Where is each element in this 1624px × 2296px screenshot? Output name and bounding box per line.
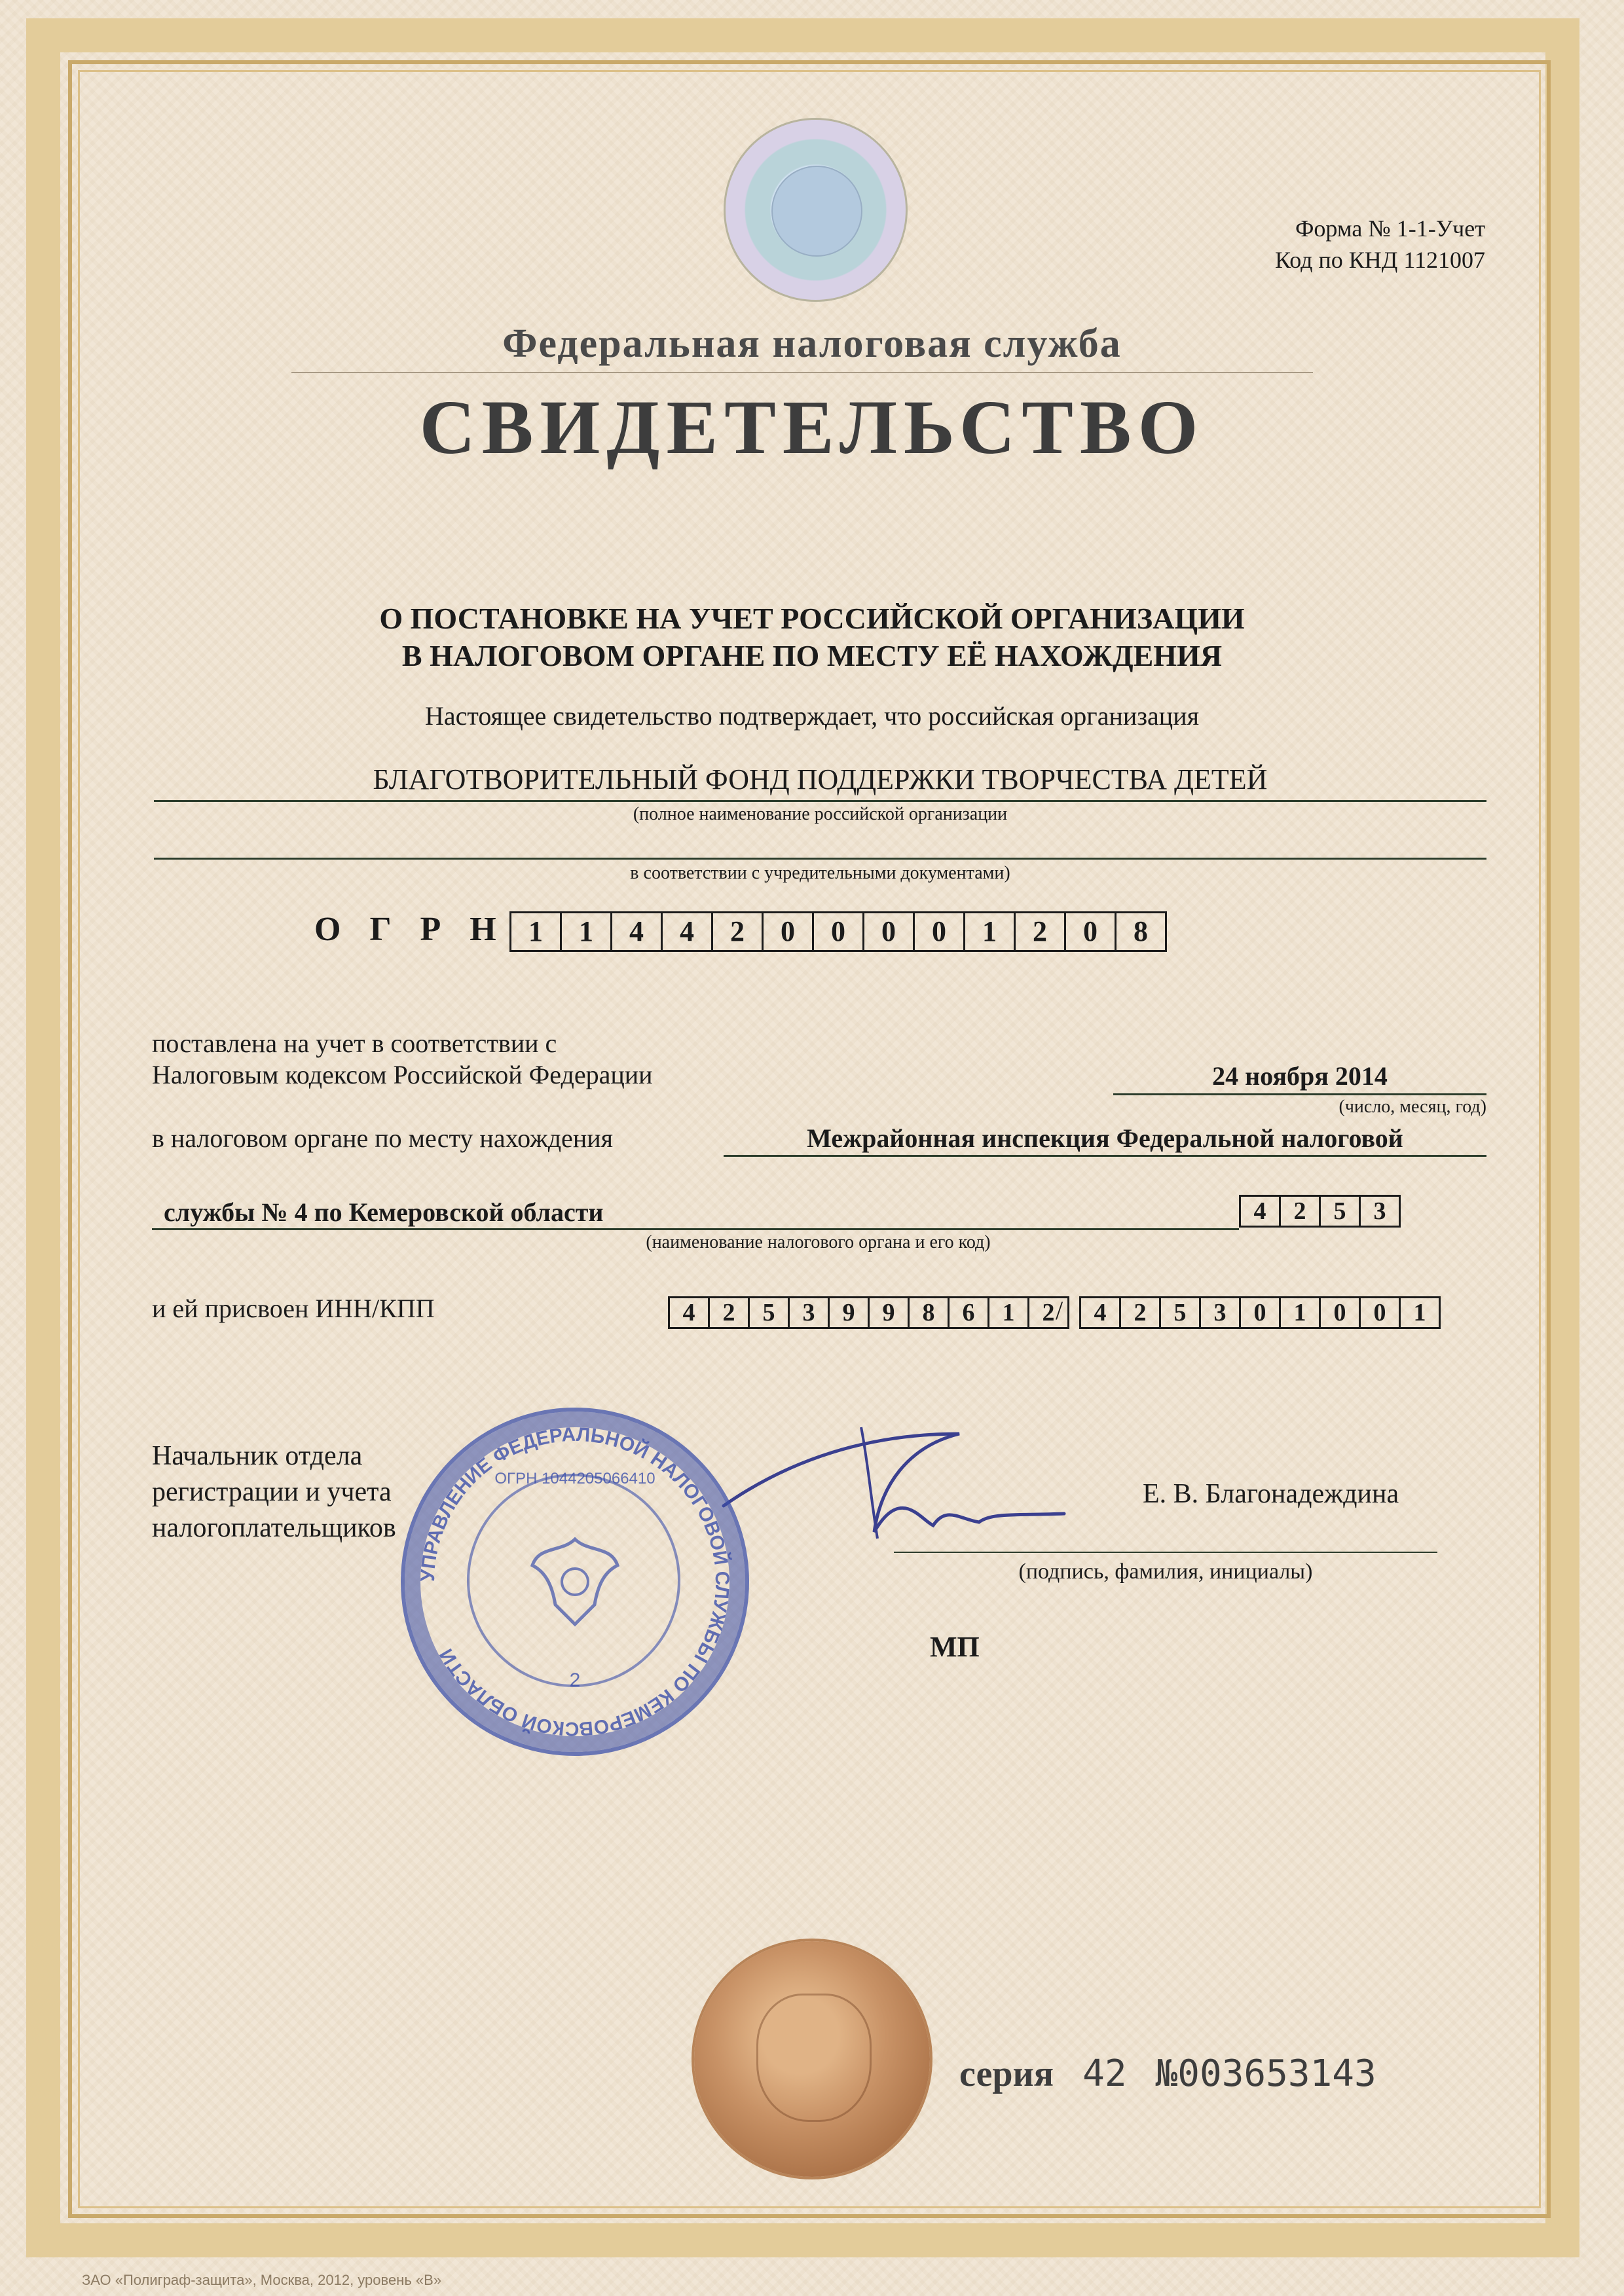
- stamp-outer-text: УПРАВЛЕНИЕ ФЕДЕРАЛЬНОЙ НАЛОГОВОЙ СЛУЖБЫ ПО КЕМЕРОВСКОЙ ОБЛАСТИ: [416, 1423, 733, 1740]
- certificate-title: СВИДЕТЕЛЬСТВО: [419, 384, 1205, 470]
- registration-date: 24 ноября 2014: [1212, 1061, 1388, 1091]
- inn-digit: 6: [950, 1298, 989, 1327]
- kpp-digit: 2: [1121, 1298, 1161, 1327]
- kpp-digit: 4: [1081, 1298, 1121, 1327]
- confirm-text: Настоящее свидетельство подтверждает, что российская организация: [424, 701, 1200, 731]
- kpp-digit: 0: [1241, 1298, 1281, 1327]
- ogrn-label: ОГРН: [314, 911, 525, 948]
- ogrn-digit: 1: [562, 913, 612, 950]
- authority-code-digit: 3: [1373, 1197, 1386, 1225]
- inn-digit: 2: [710, 1298, 750, 1327]
- organization-name-caption: (полное наименование российской организации: [633, 804, 1008, 824]
- signature-caption: (подпись, фамилия, инициалы): [1018, 1559, 1313, 1584]
- authority-code-digit: 2: [1281, 1197, 1321, 1226]
- handwritten-signature-icon: [710, 1408, 1077, 1565]
- authority-code-cells: [1239, 1195, 1401, 1228]
- double-headed-eagle-icon: [526, 1526, 624, 1631]
- inn-digit: 9: [830, 1298, 870, 1327]
- inn-digit: 8: [910, 1298, 950, 1327]
- subtitle-line-1: О ПОСТАНОВКЕ НА УЧЕТ РОССИЙСКОЙ ОРГАНИЗАЦИИ: [379, 602, 1245, 635]
- position-line-3: налогоплательщиков: [152, 1513, 396, 1543]
- ogrn-digit: 0: [814, 913, 864, 950]
- ogrn-digit: 0: [864, 913, 915, 950]
- series-block: [959, 2052, 1376, 2095]
- ogrn-digit: 4: [663, 913, 713, 950]
- kpp-digit: 1: [1281, 1298, 1321, 1327]
- place-label: в налоговом органе по месту нахождения: [152, 1123, 614, 1153]
- hologram-emblem-icon: [724, 118, 908, 302]
- organization-name: БЛАГОТВОРИТЕЛЬНЫЙ ФОНД ПОДДЕРЖКИ ТВОРЧЕСТВА ДЕТЕЙ: [373, 763, 1268, 795]
- series-value: 42: [1082, 2052, 1127, 2095]
- registration-line-2: Налоговым кодексом Российской Федерации: [152, 1060, 653, 1089]
- position-line-2: регистрации и учета: [152, 1477, 392, 1507]
- printer-footer: ЗАО «Полиграф-защита», Москва, 2012, уровень «В»: [82, 2272, 442, 2288]
- kpp-digit: 0: [1361, 1298, 1401, 1327]
- signatory-name: Е. В. Благонадеждина: [1143, 1479, 1399, 1509]
- ogrn-digit: 0: [1066, 913, 1116, 950]
- registration-date-line: [1113, 1093, 1486, 1095]
- inn-kpp-separator: /: [1056, 1296, 1063, 1325]
- organization-docs-caption: в соответствии с учредительными документами): [630, 863, 1010, 883]
- authority-line-2-underline: [152, 1228, 1239, 1230]
- coat-of-arms-icon: [771, 166, 862, 257]
- ogrn-digit: 4: [612, 913, 663, 950]
- inn-digit: 1: [989, 1298, 1029, 1327]
- organization-name-line: [154, 800, 1486, 802]
- ogrn-cells: [509, 911, 1167, 952]
- inn-digit: 2: [1042, 1299, 1055, 1326]
- mp-label: МП: [930, 1631, 980, 1663]
- authority-caption: (наименование налогового органа и его код): [646, 1232, 991, 1252]
- inn-cells: [668, 1296, 1069, 1329]
- kpp-digit: 1: [1413, 1299, 1426, 1326]
- authority-code-digit: 5: [1321, 1197, 1361, 1226]
- series-label: серия: [959, 2054, 1054, 2094]
- inn-kpp-label: и ей присвоен ИНН/КПП: [152, 1294, 435, 1323]
- ogrn-digit: 1: [965, 913, 1016, 950]
- ogrn-digit: 1: [511, 913, 562, 950]
- series-number: №003653143: [1155, 2052, 1376, 2095]
- kpp-digit: 0: [1321, 1298, 1361, 1327]
- kpp-cells: [1079, 1296, 1441, 1329]
- inn-digit: 9: [870, 1298, 910, 1327]
- authority-code-digit: 4: [1241, 1197, 1281, 1226]
- ogrn-digit: 2: [713, 913, 764, 950]
- embossed-seal: [694, 1941, 930, 2177]
- inn-digit: 3: [790, 1298, 830, 1327]
- organization-docs-line: [154, 858, 1486, 860]
- ogrn-digit: 8: [1134, 915, 1148, 947]
- kpp-digit: 5: [1161, 1298, 1201, 1327]
- registration-line-1: поставлена на учет в соответствии с: [152, 1029, 557, 1058]
- title-divider: [291, 372, 1313, 373]
- ogrn-digit: 0: [915, 913, 965, 950]
- stamp-number: 2: [569, 1669, 581, 1691]
- knd-code: Код по КНД 1121007: [1275, 247, 1485, 273]
- inn-digit: 4: [670, 1298, 710, 1327]
- registration-date-caption: (число, месяц, год): [1338, 1097, 1486, 1117]
- authority-name-line-2: службы № 4 по Кемеровской области: [164, 1197, 604, 1227]
- authority-name-line-1: Межрайонная инспекция Федеральной налоговой: [807, 1123, 1403, 1153]
- official-stamp: [401, 1408, 749, 1756]
- seal-eagle-icon: [756, 1994, 872, 2122]
- ogrn-digit: 2: [1016, 913, 1066, 950]
- subtitle-line-2: В НАЛОГОВОМ ОРГАНЕ ПО МЕСТУ ЕЁ НАХОЖДЕНИЯ: [401, 639, 1223, 672]
- inn-digit: 5: [750, 1298, 790, 1327]
- form-code-block: [1275, 213, 1485, 276]
- kpp-digit: 3: [1201, 1298, 1241, 1327]
- position-line-1: Начальник отдела: [152, 1441, 363, 1471]
- stamp-inner-text: ОГРН 1044205066410: [494, 1470, 655, 1487]
- agency-name: Федеральная налоговая служба: [502, 321, 1122, 366]
- authority-line-1-underline: [724, 1155, 1486, 1157]
- ogrn-digit: 0: [764, 913, 814, 950]
- form-number: Форма № 1-1-Учет: [1295, 215, 1485, 242]
